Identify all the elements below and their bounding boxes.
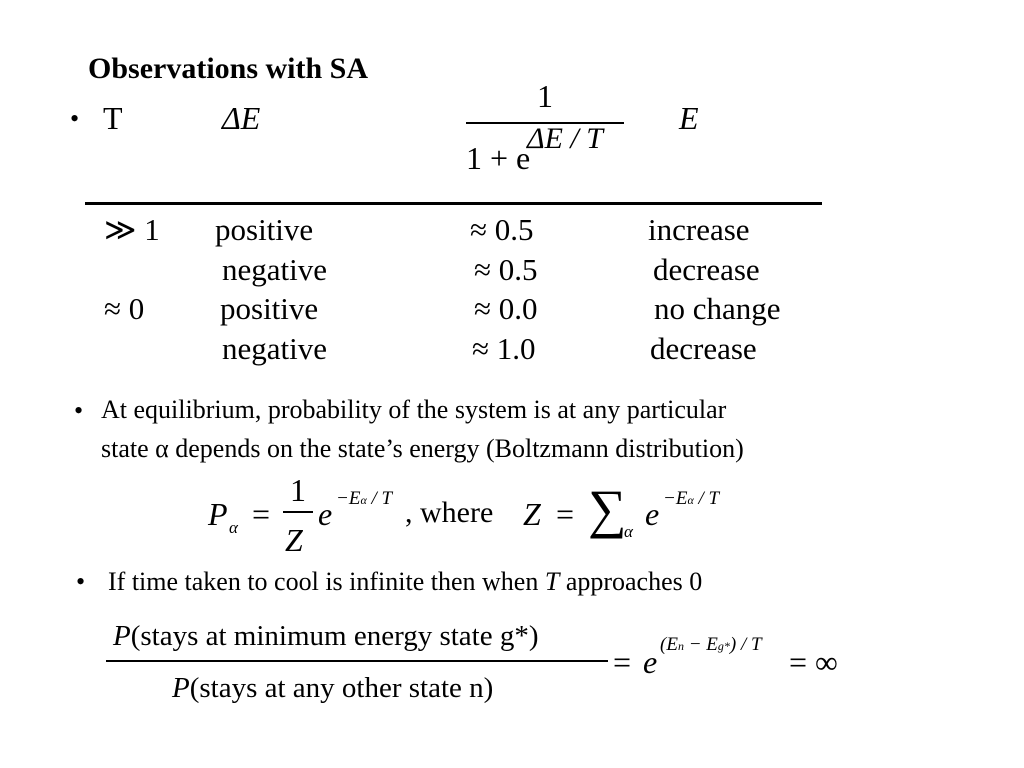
formula1-e: e [318,496,333,532]
formula2-eq2: = [789,644,808,680]
formula1-p-sub: α [229,518,238,537]
row-3-delta-e: positive [220,291,319,326]
formula1-eq2: = [556,496,575,532]
row-3-prob: ≈ 0.0 [474,291,538,326]
row-2-prob: ≈ 0.5 [474,252,538,287]
row-1-e: increase [648,212,750,247]
bullet-2-line-2: state α depends on the state’s energy (Boltzmann distribution) [101,434,744,463]
formula1-frac-den: Z [285,522,303,558]
bullet-2-line-1: At equilibrium, probability of the system is at any particular [101,395,727,424]
formula2-eq: = [613,644,632,680]
bullet-2-dot: • [74,396,84,425]
formula1-sum-sub: α [624,522,633,541]
row-1-delta-e: positive [215,212,314,247]
row-3-t: ≈ 0 [104,291,145,326]
row-4-prob: ≈ 1.0 [472,331,536,366]
bullet-3-text: If time taken to cool is infinite then when T approaches 0 [108,567,703,596]
row-4-e: decrease [650,331,757,366]
row-1-prob: ≈ 0.5 [470,212,534,247]
prob-numerator: 1 [537,78,553,114]
formula2-numerator: P(stays at minimum energy state g*) [113,620,539,652]
prob-denominator-exponent: ΔE / T [527,122,603,155]
header-t: T [103,100,123,136]
formula1-frac-bar [283,511,313,513]
row-2-delta-e: negative [222,252,328,287]
slide-title: Observations with SA [88,52,369,85]
formula1-e2: e [645,496,660,532]
formula1-exponent: −Eα / T [336,488,393,509]
row-2-e: decrease [653,252,760,287]
infinity-icon: ∞ [815,644,838,680]
formula1-z: Z [523,496,541,532]
formula1-frac-num: 1 [290,472,306,508]
formula2-e: e [643,644,658,680]
formula1-p: P [208,496,228,532]
formula1-exponent-2: −Eα / T [663,488,720,509]
header-delta-e: ΔE [222,100,261,136]
summation-icon: ∑ [588,479,627,539]
bullet-1-dot: • [70,104,80,133]
header-e: E [679,100,699,136]
formula2-exponent: (En − Eg*) / T [660,634,762,655]
formula1-eq: = [252,496,271,532]
prob-denominator-base: 1 + e [466,140,531,176]
row-4-delta-e: negative [222,331,328,366]
formula1-where: , where [405,496,494,529]
table-divider [85,202,822,205]
bullet-3-dot: • [76,567,86,596]
formula2-frac-bar [106,660,608,662]
row-3-e: no change [654,291,781,326]
row-1-t: ≫ 1 [104,212,160,247]
formula2-denominator: P(stays at any other state n) [172,672,494,704]
